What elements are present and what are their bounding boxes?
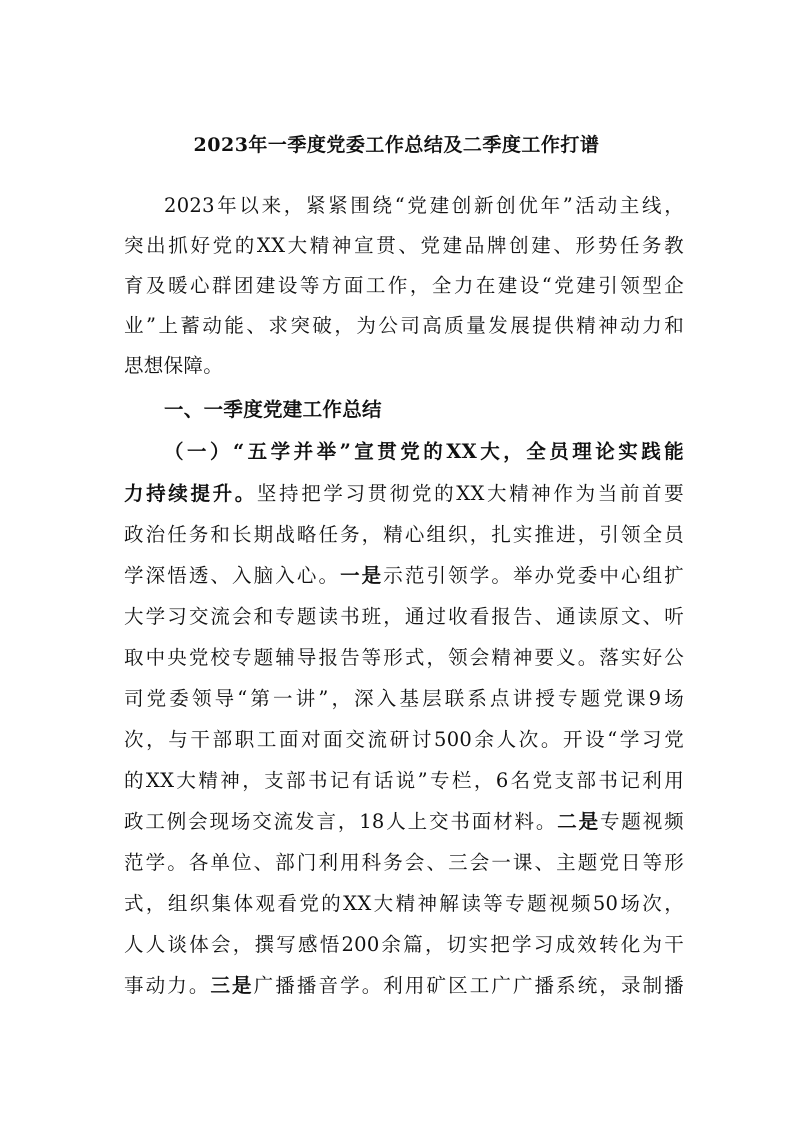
intro-line-2: 突出抓好党的XX大精神宣贯、党建品牌创建、形势任务教	[124, 234, 684, 257]
point-two-label: 二是	[557, 810, 601, 833]
point-three-label: 三是	[210, 974, 254, 997]
document-title: 2023年一季度党委工作总结及二季度工作打谱	[193, 134, 600, 156]
intro-line-4: 业”上蓄动能、求突破，为公司高质量发展提供精神动力和	[124, 314, 684, 337]
body-line-6: 取中央党校专题辅导报告等形式，领会精神要义。落实好公	[124, 646, 684, 669]
body-line-14	[124, 966, 684, 1006]
section-heading: 一、一季度党建工作总结	[164, 398, 382, 421]
intro-line-3: 育及暖心群团建设等方面工作，全力在建设“党建引领型企	[124, 274, 684, 297]
body-line-13: 人人谈体会，撰写感悟200余篇，切实把学习成效转化为干	[124, 933, 684, 956]
subsection-heading-line-1: （一）“五学并举”宣贯党的XX大，全员理论实践能	[164, 440, 684, 463]
body-line-14-c: 广播播音学。利用矿区工广广播系统，录制播	[253, 974, 684, 997]
body-line-7: 司党委领导“第一讲”，深入基层联系点讲授专题党课9场	[124, 687, 684, 710]
intro-line-1: 2023年以来，紧紧围绕“党建创新创优年”活动主线，	[164, 194, 684, 217]
body-line-10	[124, 802, 684, 842]
intro-line-5: 思想保障。	[124, 354, 224, 377]
body-line-9: 的XX大精神，支部书记有话说”专栏，6名党支部书记利用	[124, 769, 684, 792]
subsection-heading-line-2: 力持续提升。	[124, 482, 257, 505]
body-line-4-a: 学深悟透、入脑入心。	[124, 564, 341, 587]
body-line-8: 次，与干部职工面对面交流研讨500余人次。开设“学习党	[124, 728, 684, 751]
body-line-4	[124, 556, 684, 596]
body-line-11: 范学。各单位、部门利用科务会、三会一课、主题党日等形	[124, 851, 684, 874]
body-line-2-text: 坚持把学习贯彻党的XX大精神作为当前首要	[256, 482, 684, 505]
point-one-label: 一是	[340, 564, 384, 587]
body-line-2	[124, 474, 684, 514]
body-line-4-c: 示范引领学。举办党委中心组扩	[383, 564, 684, 587]
body-line-10-a: 政工例会现场交流发言，18人上交书面材料。	[124, 810, 558, 833]
body-line-10-c: 专题视频	[600, 810, 684, 833]
body-line-3: 政治任务和长期战略任务，精心组织，扎实推进，引领全员	[124, 523, 684, 546]
body-line-12: 式，组织集体观看党的XX大精神解读等专题视频50场次，	[124, 892, 684, 915]
body-line-5: 大学习交流会和专题读书班，通过收看报告、通读原文、听	[124, 605, 684, 628]
body-line-14-a: 事动力。	[124, 974, 211, 997]
